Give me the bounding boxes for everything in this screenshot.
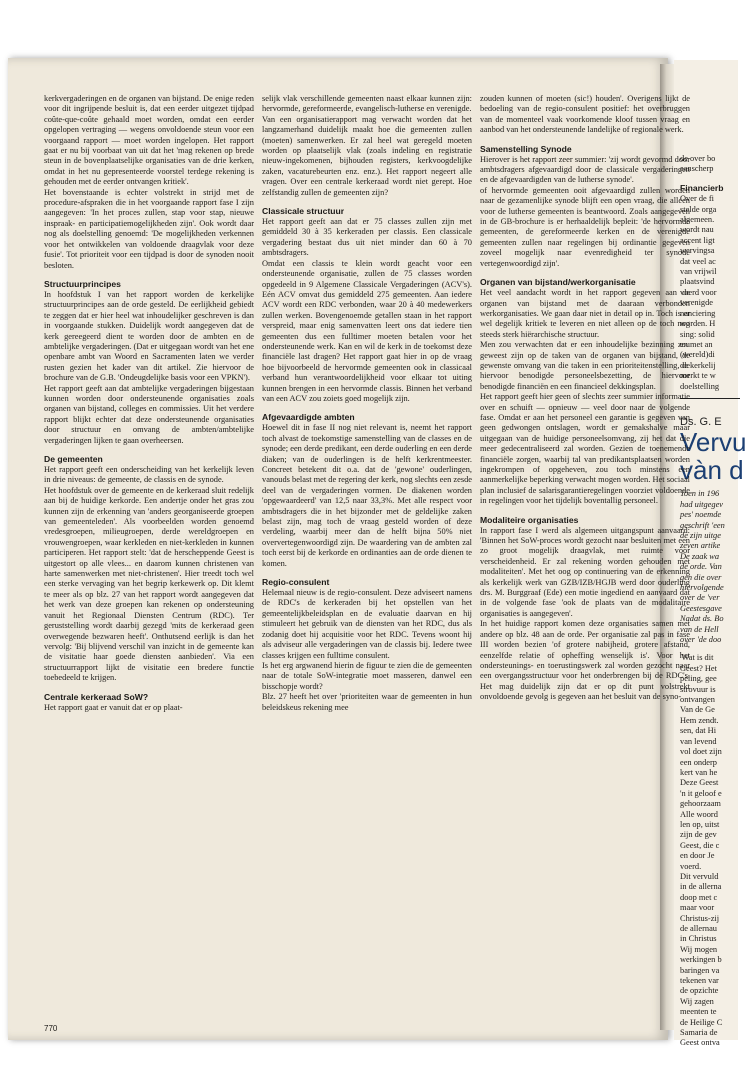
- right-page-line: van vrijwil: [680, 267, 717, 277]
- right-page-line: de allernau: [680, 924, 717, 933]
- right-page-line: Over de fi: [680, 194, 714, 204]
- article-column-3: [480, 94, 690, 703]
- right-page-line: van de Hell: [680, 624, 719, 634]
- right-page-line: Dit vervuld: [680, 871, 719, 881]
- paragraph: Is het erg argwanend hierin de figuur te zien die de gemeenten naar de totale SoW-integratie moet masseren, danwel een bisschopje wordt?: [262, 660, 472, 691]
- paragraph: zouden kunnen of moeten (sic!) houden'. Overigens lijkt de bedoeling van de regio-consulent positief: het overbruggen van de momenteel vaak voorkomende kloof tussen vraag en aanbod van het ondersteunende landelijke of regionale werk.: [480, 94, 690, 135]
- section-heading: Centrale kerkeraad SoW?: [44, 691, 149, 702]
- section-heading: Organen van bijstand/werkorganisatie: [480, 277, 636, 288]
- paragraph: Het rapport geeft aan dat ambtelijke vergaderingen bijgestaan kunnen worden door ondersteunende organisaties zoals organen van bijstand, colleges en commissies. Uit het verdere rapport blijkt echter dat deze ondersteunende organisaties door structuur en omvang de ambten/ambtelijke vergaderingen lijken te gaan overheersen.: [44, 383, 254, 445]
- right-page-line: de Heilige C: [680, 1017, 723, 1027]
- paragraph: selijk vlak verschillende gemeenten naast elkaar kunnen zijn: hervormde, gereformeerde, evangelisch-lutherse en verenigde.: [262, 94, 472, 114]
- right-page-line: hiervolgende: [680, 583, 724, 592]
- right-page-line: voerd voor: [680, 287, 717, 297]
- right-page-line: Nadat ds. Bo: [680, 614, 724, 624]
- right-page-line: baringen va: [680, 965, 720, 975]
- right-page-line: de over bo: [680, 154, 716, 163]
- paragraph: Het rapport gaat er vanuit dat er op plaat-: [44, 702, 183, 712]
- paragraph: Van een organisatierapport mag verwacht worden dat het langzamerhand duidelijk maakt hoe die gemeenten zullen (moeten) samenwerken. Er zal heel wat geregeld moeten worden op plaatselijk vlak (zoals indeling en registratie nieuw-ingekomenen, bijhouden registers, kerkvoogdelijke zaken, vacaturebeurten enz. enz.). Het rapport negeert alle vragen. Over een centrale kerkeraad wordt niet gerept. Hoe zelfstandig zullen de gemeenten zijn?: [262, 114, 472, 197]
- paragraph: Het rapport geeft hier geen of slechts zeer summier informatie over en schuift — opnieuw — veel door naar de volgende fase. Omdat er aan het personeel een garantie is gegeven van geen gedwongen ontslagen, wordt er gemakshalve maar uitgegaan van de huidige personeelsomvang, zij het dat die meer gedecentraliseerd zal worden. Gezien de toenemende financiële zorgen, waarbij tal van predikantsplaatsen worden ingekrompen of opgeheven, zou toch minstens een aanmerkelijke beperking verwacht mogen worden. Het sociaal plan inclusief de salarisgarantieregelingen voorziet voldoende in regelingen voor het tijdelijk boventallig personeel.: [480, 392, 690, 506]
- paragraph: Omdat een classis te klein wordt geacht voor een ondersteunende organisatie, zullen de 75 classes worden opgedeeld in 9 Algemene Classicale Vergaderingen (ACV's). Eén ACV omvat dus gemiddeld 275 gemeenten. Aan iedere ACV wordt een RDC verbonden, waar 20 à 40 medewerkers zullen werken. Bovengenoemde getallen staan in het rapport verspreid, maar enig samenvatten leert ons dat iedere tien gemeenten dus een fulltimer moeten betalen voor het ondersteunende werk. Kan en wil de kerk in de toekomst deze financiële last dragen? Het rapport gaat hier in op de vraag hoe bijvoorbeeld de hervormde gemeenten ook in classicaal verband hun verantwoordelijkheid voor elkaar tot uiting kunnen brengen in een hervormde classis. Binnen het verband van een ACV zou zoiets goed mogelijk zijn.: [262, 258, 472, 403]
- right-page-heading: Financierb: [680, 182, 724, 193]
- right-page-line: sing: solid: [680, 329, 715, 339]
- right-page-line: merkt te w: [680, 371, 716, 381]
- right-page-line: Samaria de: [680, 1028, 718, 1038]
- right-page-line: werkingen b: [680, 955, 722, 965]
- paragraph: Het veel aandacht wordt in het rapport gegeven aan de organen van bijstand met de daaraan verbonden werkorganisaties. We gaan daar niet in detail op in. Toch is er wel degelijk kritiek te leveren en niet alleen op de toch nog steeds sterk hiërarchische structuur.: [480, 288, 690, 339]
- right-page-line: Geest, die c: [680, 840, 720, 850]
- right-page-line: verenigde: [680, 298, 714, 308]
- right-page-line: peling, gee: [680, 674, 717, 684]
- right-page-line: Toen in 196: [680, 489, 720, 499]
- right-page-line: over 'de doo: [680, 635, 722, 645]
- right-page-line: ontvangen: [680, 695, 715, 705]
- right-page-line: Wij zagen: [680, 996, 714, 1006]
- paragraph: In rapport fase I werd als algemeen uitgangspunt aanvaard: 'Binnen het SoW-proces wordt gezocht naar besluiten met een zo groot mogelijk draagvlak, met ruimte voor verscheidenheid. Er zal rekening worden gehouden met modaliteiten'. Met het oog op continuering van de erkenning als kerkelijk werk van GZB/IZB/HGJB werd door ouderling drs. M. Burggraaf (Ede) een motie ingediend en aanvaard dat in de volgende fase 'ook de plaats van de modalitaire organisaties is aangegeven'.: [480, 525, 690, 618]
- right-page-line: Wij mogen: [680, 944, 718, 954]
- right-page-line: pes' noemde: [680, 510, 722, 520]
- section-heading: Structuurprincipes: [44, 278, 121, 289]
- right-page-line: de orde. Van: [680, 562, 722, 572]
- right-page-line: doelstelling: [680, 381, 720, 391]
- right-page-line: zeven artike: [680, 541, 721, 551]
- section-heading: Regio-consulent: [262, 577, 330, 588]
- right-page-line: had uitgegev: [680, 499, 724, 509]
- right-page-line: gehoorzaam: [680, 799, 721, 809]
- right-page-line: tekenen var: [680, 976, 719, 986]
- right-page-line: kert van he: [680, 767, 718, 777]
- paragraph: Het hoofdstuk over de gemeente en de kerkeraad sluit redelijk aan bij de huidige kerkorde. Een andertje onder het gras zou kunnen zijn de erkenning van 'anders georganiseerde groepen van gemeenteleden'. Als voorbeelden worden genoemd vredesgroepen, milieugroepen, derde wereldgroepen en vrouwengroepen, waar kerkleden en niet-kerkleden in kunnen participeren. Het rapport stelt: 'dat de herscheppende Geest is uitgestort op alle vlees... en daarom kunnen christenen van harte samenwerken met niet-christenen'. Hier treedt toch wel een sterke vervaging van het begrip kerkewerk op. Dit klemt te meer als op blz. 27 van het rapport wordt aangegeven dat het werk van deze groepen kan rekenen op ondersteuning vanuit het Regionaal Diensten Centrum (RDC). Ter geruststelling wordt daarbij gezegd 'mits de kerkeraad geen overwegende bezwaren heeft'. Onthutsend eerlijk is dan het vervolg: 'Bij blijvend verschil van inzicht in de gemeente kan de visitatie haar goede diensten aanbieden'. Via een structuurrapport lijkt de visitatie een bredere functie toebedeeld te krijgen.: [44, 485, 254, 683]
- right-page-line: meenten te: [680, 1007, 717, 1017]
- right-page-line: Van de Ge: [680, 705, 715, 715]
- right-page-line: de kerkelij: [680, 360, 716, 370]
- right-page-line: strovuur is: [680, 684, 716, 694]
- right-page-line: plaatsvind: [680, 277, 715, 287]
- paragraph: Hoewel dit in fase II nog niet relevant is, neemt het rapport toch alvast de toekomstige samenstelling van de classes en de synode; een derde predikant, een derde ouderling en een derde diaken; van de ouderlingen is de helft kerkrentmeester. Concreet betekent dit o.a. dat de 'gewone' ouderlingen, vanouds belast met de regering der kerk, nog slechts een zesde deel van de vergaderingen vormen. De diakenen worden 'opgewaardeerd' van 12,5 naar 33,3%. Met alle respect voor ambtsdragers die in het bijzonder met de geldelijke zaken belast zijn, mag toch de vraag gesteld worden of deze verdeling, waarbij meer dan de helft bijna 50% niet oververtegenwoordigd zijn. De waardering van de ambten zal toch eerst bij de kerkorde en ordinanties aan de orde dienen te komen.: [262, 423, 472, 568]
- right-page-line: zijn de gev: [680, 830, 717, 840]
- right-page-line: Hem zendt.: [680, 715, 719, 725]
- right-page-line: wervingsa: [680, 246, 715, 256]
- article-column-1: [44, 94, 254, 713]
- right-page-line: worden. H: [680, 319, 716, 329]
- paragraph: Helemaal nieuw is de regio-consulent. Deze adviseert namens de RDC's de kerkeraden bij het opstellen van het gemeentelijkbeleidsplan en de evaluatie daarvan en hij stimuleert het gebruik van de diensten van het RDC, dus als zodanig doet hij acquisitie voor het RDC. Tevens woont hij als adviseur alle vergaderingen van de classis bij. Iedere twee classes krijgen een fulltime consulent.: [262, 588, 472, 660]
- paragraph: Het bovenstaande is echter volstrekt in strijd met de procedure-afspraken die in het voorgaande rapport fase I zijn aangegeven: 'In het proces zullen, stap voor stap, nieuwe inspraak- en participatiemogelijkheden zijn'. Ook wordt daar nog als doelstelling genoemd: 'De mogelijkheden verkennen voor het ontwikkelen van voldoende draagvlak voor deze fusie'. Tot prioriteit voor een tijdpad is door de synoden nooit besloten.: [44, 187, 254, 270]
- right-page-line: nanciering: [680, 308, 716, 318]
- right-page-line: maar voor: [680, 903, 715, 913]
- paragraph: In hoofdstuk I van het rapport worden de kerkelijke structuurprincipes aan de orde gesteld. De eerlijkheid gebiedt te zeggen dat er hier heel wat inhoudelijker geschreven is dan in voorgaande stukken. Duidelijk wordt aangegeven dat de kerk gereegeerd dient te worden door de ambten en de ambtelijke vergaderingen. (Dat er uitgegaan wordt van het ene openbare ambt van Woord en Sacramenten laten we verder rusten gezien het kader van dit artikel. Zie hiervoor de brochure van de G.B. 'Ondeugdelijke basis voor een VPKN').: [44, 289, 254, 383]
- right-page-line: wordt nau: [680, 225, 714, 235]
- article-title: Vervu: [680, 427, 747, 458]
- right-page-line: Deze Geest: [680, 778, 719, 788]
- right-page-line: in de allerna: [680, 882, 722, 892]
- page-number: 770: [44, 1024, 58, 1033]
- right-page-line: gen die over: [680, 572, 722, 582]
- right-page-line: de opzichte: [680, 986, 719, 996]
- right-page-line: Alle woord: [680, 809, 718, 819]
- paragraph: Hierover is het rapport zeer summier: 'zij wordt gevormd door ambtsdragers afgevaardigd door de classicale vergaderingen en de afgevaardigden van de lutherse synode'.: [480, 154, 690, 185]
- right-page-line: Christus-zij: [680, 913, 720, 923]
- section-heading: Samenstelling Synode: [480, 143, 572, 154]
- right-page-line: geschrift 'een: [680, 520, 725, 530]
- right-page-line: aanscherp: [680, 164, 714, 174]
- right-page-line: voerd.: [680, 861, 702, 871]
- right-page-line: doop met c: [680, 892, 718, 902]
- right-page-line: de zijn uitge: [680, 530, 721, 540]
- right-page-line: Geest ontva: [680, 1038, 720, 1048]
- right-page-line: sen, dat Hi: [680, 726, 717, 736]
- paragraph: Men zou verwachten dat er een inhoudelijke bezinning zou geweest zijn op de taken van de organen van bijstand, de gewenste omvang van die taken in een prioriteitenstelling, de hiervoor benodigde personeelsbezetting, de hiervoor benodigde financiën en een financieel dekkingsplan.: [480, 340, 690, 391]
- right-page-line: len op, uitst: [680, 819, 720, 829]
- right-page-line: accent ligt: [680, 235, 715, 245]
- right-page-line: Geest? Het: [680, 663, 717, 673]
- right-page-line: over de 'ver: [680, 593, 720, 603]
- section-heading: Classicale structuur: [262, 206, 345, 217]
- paragraph: Het rapport geeft aan dat er 75 classes zullen zijn met gemiddeld 30 à 35 kerkeraden per classis. Een classicale vergadering bestaat dus uit niet minder dan 60 à 70 ambtsdragers.: [262, 217, 472, 258]
- article-column-2: [262, 94, 472, 713]
- right-page-line: 'n it geloof e: [680, 788, 722, 798]
- right-page-line: dat veel ac: [680, 256, 716, 266]
- right-page-line: en door Je: [680, 851, 715, 861]
- right-page-line: (wereld)di: [680, 350, 715, 360]
- paragraph: of hervormde gemeenten ooit afgevaardigd zullen worden naar de gezamenlijke synode blijft een open vraag, die alleen voor de lutherse gemeenten is beantwoord. Zoals aangegeven in de GB-brochure is er herhaaldelijk bepleit: 'de hervormde gemeenten, de gereformeerde kerken en de verenigde gemeenten zullen naar regelingen bij ordinantie gegeven zoveel mogelijk naar evenredigheid ter synode vertegenwoordigd zijn'.: [480, 185, 690, 268]
- right-page-line: algemeen.: [680, 215, 715, 225]
- right-page-line: 'Wat is dit: [680, 653, 714, 663]
- right-page-line: stelde orga: [680, 204, 717, 214]
- paragraph: In het huidige rapport komen deze organisaties samen met andere op blz. 48 aan de orde. Per organisatie zal pas in fase III worden bezien 'of grotere nabijheid, grotere afstand, eenzelfde relatie of opheffing wenselijk is'. Voor het ondersteunings- en toerustingswerk zal worden gezocht naar een overgangsstructuur voor het onderbrengen bij de RDC's. Het mag duidelijk zijn dat er op dit punt volstrekt onvoldoende gevolg is gegeven aan het besluit van de syno-: [480, 619, 690, 702]
- right-page-line: van levend: [680, 736, 717, 746]
- section-heading: Modaliteire organisaties: [480, 514, 579, 525]
- right-page-line: en met an: [680, 339, 713, 349]
- paragraph: Het rapport geeft een onderscheiding van het kerkelijk leven in drie niveaus: de gemeente, de classis en de synode.: [44, 465, 254, 485]
- right-page-line: vol doet zijn: [680, 747, 722, 757]
- article-title: vàn d: [680, 455, 744, 486]
- section-heading: Afgevaardigde ambten: [262, 412, 355, 423]
- paragraph: Blz. 27 heeft het over 'prioriteiten waar de gemeenten in hun beleidskeus rekening mee: [262, 692, 472, 712]
- section-heading: De gemeenten: [44, 454, 103, 464]
- paragraph: kerkvergaderingen en de organen van bijstand. De enige reden voor dit ingrijpende besluit is, dat een eerder uitgezet tijdpad coûte-que-coûte gehaald moet worden, omdat een eerder opgelopen vertraging — wegens onvoldoende steun voor een voorgaand rapport — moet worden ingelopen. Het rapport gaat er nu bij voorbaat van uit dat het 'mag rekenen op brede steun in de bovenplaatselijke organisaties van de drie kerken, omdat in het nu gepresenteerde voorstel terdege rekening is gehouden met de eerder ontvangen kritiek'.: [44, 94, 254, 187]
- right-page-line: De zaak wa: [680, 551, 720, 561]
- author-name: Ds. G. E: [680, 415, 722, 428]
- right-page-line: een onderp: [680, 757, 717, 767]
- right-page-line: Geestesgave: [680, 603, 722, 613]
- right-page-line: in Christus: [680, 934, 717, 944]
